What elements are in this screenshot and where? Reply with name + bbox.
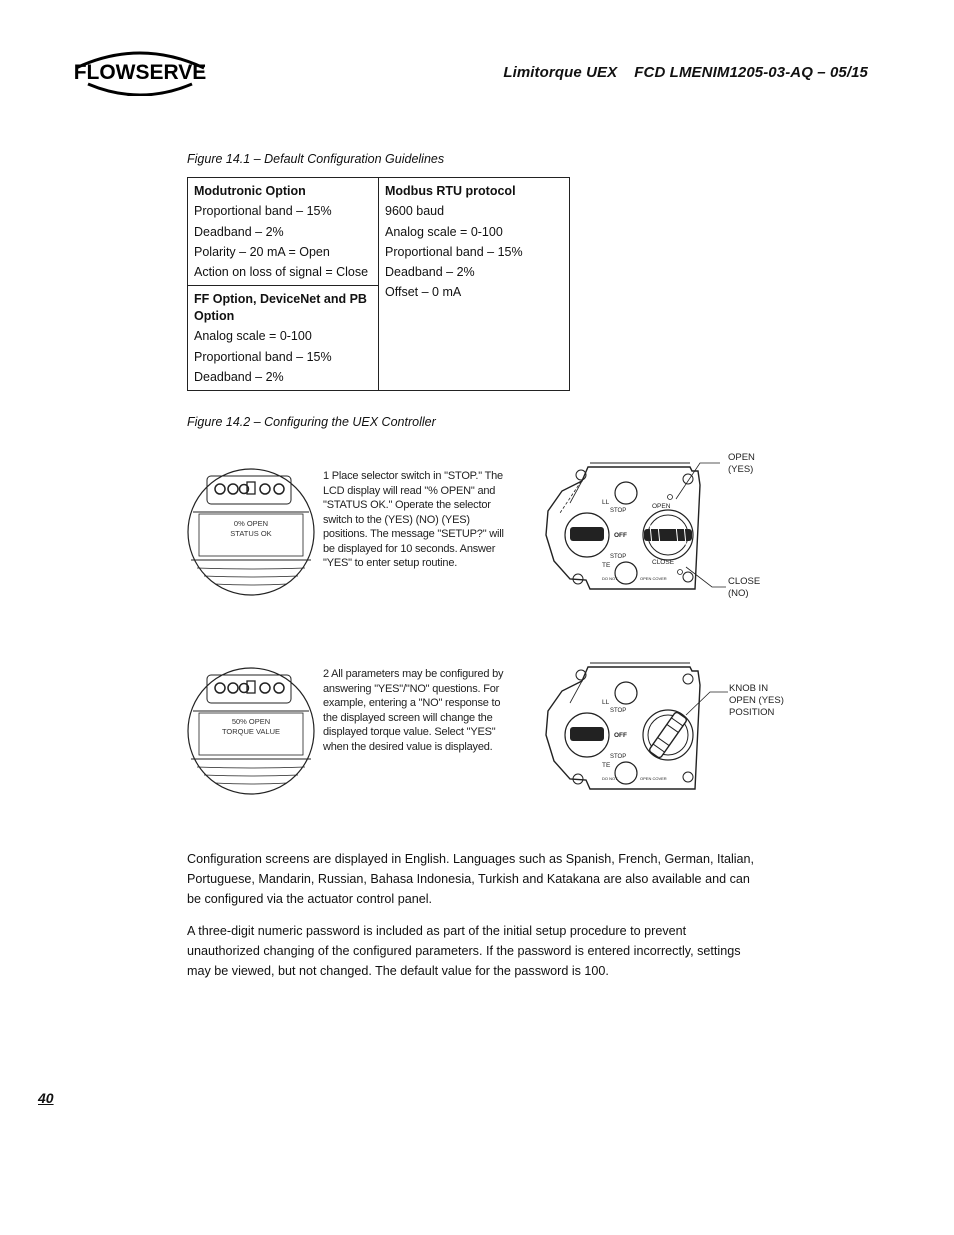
panel-label-stop-2: STOP — [610, 554, 627, 560]
panel-label-remote: TE — [602, 562, 611, 569]
body-paragraph-languages: Configuration screens are displayed in English. Languages such as Spanish, French, German, Italian, Portuguese, Mandarin, Russian, Bahasa Indonesia, Turkish and Katakana are also available and can be configured via the actuator control panel. — [187, 852, 755, 906]
lcd-line-2: STATUS OK — [230, 529, 272, 538]
panel-label-open: OPEN — [652, 503, 671, 510]
modutronic-line: Action on loss of signal = Close — [194, 265, 369, 280]
lcd-display-step-2 — [187, 665, 317, 798]
ff-devicenet-cell — [188, 286, 379, 391]
modbus-heading: Modbus RTU protocol — [385, 184, 516, 198]
panel-label-stop: STOP — [610, 508, 627, 514]
panel-label-off: OFF — [614, 532, 627, 539]
panel-label-off: OFF — [614, 732, 627, 739]
modbus-line: Proportional band – 15% — [385, 244, 523, 259]
modutronic-line: Polarity – 20 mA = Open — [194, 244, 330, 259]
control-panel-step-2 — [540, 655, 780, 805]
ff-line: Analog scale = 0-100 — [194, 329, 312, 344]
panel-label-remote: TE — [602, 762, 611, 769]
lcd-line-2: TORQUE VALUE — [221, 727, 281, 736]
ff-line: Proportional band – 15% — [194, 349, 332, 364]
step-1-instructions: 1 Place selector switch in "STOP." The LCD display will read "% OPEN" and "STATUS OK." Operate the selector switch to the (YES) (NO) (YES) positions. The message "SETUP?" will be displayed for 10 seconds. Answer "YES" to enter setup routine. — [323, 470, 504, 569]
callout-knob-open — [729, 683, 784, 719]
modutronic-line: Deadband – 2% — [194, 224, 284, 239]
panel-label-stop-2: STOP — [610, 754, 627, 760]
document-header-title: Limitorque UEX FCD LMENIM1205-03-AQ – 05/15 — [503, 64, 868, 81]
lcd-line-1: 50% OPEN — [231, 717, 271, 726]
lcd-display-step-1 — [187, 466, 317, 599]
modbus-cell — [379, 178, 570, 391]
panel-label-warn-1: DO NOT — [602, 776, 618, 781]
flowserve-logo-mark — [70, 44, 210, 96]
ff-devicenet-heading: FF Option, DeviceNet and PB Option — [194, 292, 367, 324]
ff-line: Deadband – 2% — [194, 370, 284, 385]
panel-label-local: LL — [602, 699, 610, 706]
default-configuration-table — [187, 177, 570, 391]
panel-label-stop: STOP — [610, 708, 627, 714]
flowserve-logo — [70, 44, 210, 96]
callout-yes-label: (YES) — [728, 464, 754, 475]
panel-label-warn-2: OPEN COVER — [640, 576, 667, 581]
figure-14-1-caption: Figure 14.1 – Default Configuration Guidelines — [187, 152, 445, 166]
modutronic-cell — [188, 178, 379, 286]
callout-knob-line-3: POSITION — [729, 707, 775, 718]
modbus-line: 9600 baud — [385, 204, 445, 219]
callout-open-yes — [728, 452, 755, 476]
modbus-line: Deadband – 2% — [385, 265, 475, 280]
body-paragraph-password: A three-digit numeric password is included as part of the initial setup procedure to prevent unauthorized changing of the configured parameters. If the password is entered incorrectly, settings may be viewed, but not changed. The default value for the password is 100. — [187, 924, 741, 978]
panel-label-close: CLOSE — [652, 559, 675, 566]
panel-label-local: LL — [602, 499, 610, 506]
step-2-instructions: 2 All parameters may be configured by answering "YES"/"NO" questions. For example, entering a "NO" response to the displayed screen will change the displayed torque value. Select "YES" when the desired value is displayed. — [323, 668, 504, 753]
figure-14-2-caption: Figure 14.2 – Configuring the UEX Controller — [187, 415, 436, 429]
callout-close-no — [728, 576, 760, 600]
callout-open-label: OPEN — [728, 452, 755, 463]
callout-no-label: (NO) — [728, 588, 749, 599]
callout-knob-line-2: OPEN (YES) — [729, 695, 784, 706]
callout-close-label: CLOSE — [728, 576, 761, 587]
panel-label-warn-1: DO NOT — [602, 576, 618, 581]
modbus-line: Offset – 0 mA — [385, 285, 462, 300]
modutronic-heading: Modutronic Option — [194, 184, 306, 198]
lcd-line-1: 0% OPEN — [233, 519, 269, 528]
callout-knob-line-1: KNOB IN — [729, 683, 769, 694]
page-number: 40 — [38, 1090, 54, 1106]
logo-text: FLOWSERVE — [73, 61, 207, 84]
modbus-line: Analog scale = 0-100 — [385, 224, 503, 239]
panel-label-warn-2: OPEN COVER — [640, 776, 667, 781]
modutronic-line: Proportional band – 15% — [194, 204, 332, 219]
